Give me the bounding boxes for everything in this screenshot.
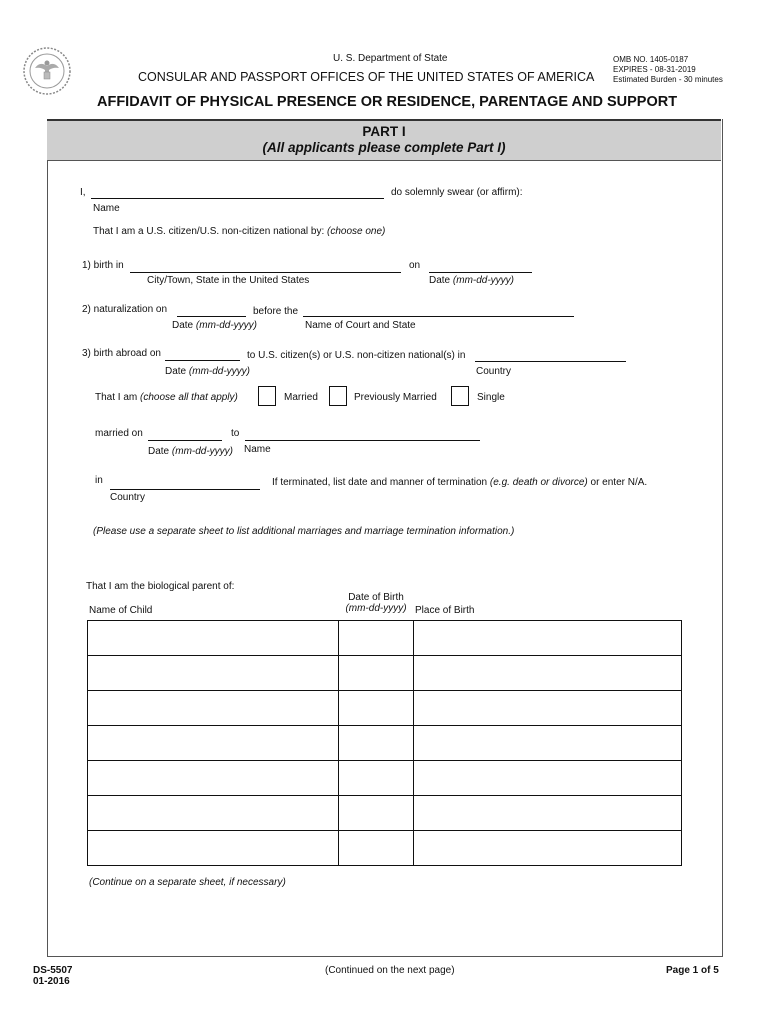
married-option-label: Married: [284, 392, 318, 403]
child-name-column-header: Name of Child: [89, 605, 153, 616]
marriage-date-field[interactable]: [148, 426, 222, 441]
child-dob-cell[interactable]: [339, 726, 414, 761]
birth-abroad-date-caption: Date (mm-dd-yyyy): [165, 366, 251, 377]
single-checkbox[interactable]: [451, 386, 469, 406]
child-place-cell[interactable]: [414, 726, 682, 761]
child-name-cell[interactable]: [88, 726, 339, 761]
department-seal-icon: [22, 46, 72, 96]
birth-place-caption: City/Town, State in the United States: [147, 275, 310, 286]
previously-married-option-label: Previously Married: [354, 392, 437, 403]
child-dob-column-header: Date of Birth (mm-dd-yyyy): [345, 592, 407, 614]
birth-on-label: on: [409, 260, 421, 271]
part-header-bar: [47, 119, 721, 161]
termination-instructions: If terminated, list date and manner of termination (e.g. death or divorce) or enter N/A.: [272, 477, 648, 488]
omb-number: OMB NO. 1405-0187: [613, 55, 689, 64]
child-name-cell[interactable]: [88, 656, 339, 691]
marital-status-label: That I am (choose all that apply): [95, 392, 238, 403]
marriage-date-caption: Date (mm-dd-yyyy): [148, 446, 234, 457]
estimated-burden: Estimated Burden - 30 minutes: [613, 75, 723, 84]
marriage-in-label: in: [95, 475, 103, 486]
child-dob-cell[interactable]: [339, 621, 414, 656]
child-place-cell[interactable]: [414, 656, 682, 691]
separate-sheet-note: (Please use a separate sheet to list additional marriages and marriage termination information.): [93, 526, 515, 537]
naturalization-date-caption: Date (mm-dd-yyyy): [172, 320, 258, 331]
marriage-country-caption: Country: [110, 492, 146, 503]
court-caption: Name of Court and State: [305, 320, 416, 331]
part-subheading: (All applicants please complete Part I): [262, 140, 506, 155]
child-dob-cell[interactable]: [339, 831, 414, 866]
birth-abroad-parents-text: to U.S. citizen(s) or U.S. non-citizen national(s) in: [247, 350, 466, 361]
naturalization-label: 2) naturalization on: [82, 304, 168, 315]
previously-married-checkbox[interactable]: [329, 386, 347, 406]
form-number: DS-5507: [33, 965, 73, 976]
birth-abroad-label: 3) birth abroad on: [82, 348, 161, 359]
child-place-cell[interactable]: [414, 691, 682, 726]
birth-date-caption: Date (mm-dd-yyyy): [429, 275, 515, 286]
child-dob-cell[interactable]: [339, 656, 414, 691]
birth-abroad-date-field[interactable]: [165, 346, 240, 361]
department-name: U. S. Department of State: [333, 53, 448, 64]
form-edition-date: 01-2016: [33, 976, 70, 987]
naturalization-date-field[interactable]: [177, 302, 246, 317]
married-checkbox[interactable]: [258, 386, 276, 406]
i-label: I,: [80, 187, 86, 198]
birth-date-field[interactable]: [429, 258, 532, 273]
swear-text: do solemnly swear (or affirm):: [391, 187, 523, 198]
child-name-cell[interactable]: [88, 621, 339, 656]
form-title: AFFIDAVIT OF PHYSICAL PRESENCE OR RESIDENCE, PARENTAGE AND SUPPORT: [97, 94, 678, 110]
married-on-label: married on: [95, 428, 143, 439]
child-place-column-header: Place of Birth: [415, 605, 475, 616]
marriage-country-field[interactable]: [110, 475, 260, 490]
before-the-label: before the: [253, 306, 299, 317]
part-heading: PART I: [362, 124, 406, 139]
single-option-label: Single: [477, 392, 505, 403]
table-row: [88, 831, 682, 866]
offices-heading: CONSULAR AND PASSPORT OFFICES OF THE UNITED STATES OF AMERICA: [138, 70, 595, 84]
table-row: [88, 656, 682, 691]
child-place-cell[interactable]: [414, 831, 682, 866]
child-place-cell[interactable]: [414, 796, 682, 831]
citizen-statement: That I am a U.S. citizen/U.S. non-citizen national by: (choose one): [93, 226, 386, 237]
child-name-cell[interactable]: [88, 796, 339, 831]
birth-in-label: 1) birth in: [82, 260, 124, 271]
children-table: [87, 620, 682, 866]
child-dob-cell[interactable]: [339, 691, 414, 726]
child-dob-cell[interactable]: [339, 761, 414, 796]
court-name-field[interactable]: [303, 302, 574, 317]
table-row: [88, 761, 682, 796]
child-place-cell[interactable]: [414, 621, 682, 656]
child-dob-cell[interactable]: [339, 796, 414, 831]
table-row: [88, 691, 682, 726]
child-name-cell[interactable]: [88, 831, 339, 866]
expiration-date: EXPIRES - 08-31-2019: [613, 65, 696, 74]
name-caption: Name: [93, 203, 120, 214]
continue-note: (Continue on a separate sheet, if necessary): [89, 877, 286, 888]
table-row: [88, 796, 682, 831]
page-number: Page 1 of 5: [666, 965, 719, 976]
child-name-cell[interactable]: [88, 691, 339, 726]
birth-abroad-country-field[interactable]: [475, 347, 626, 362]
birth-abroad-country-caption: Country: [476, 366, 512, 377]
child-name-cell[interactable]: [88, 761, 339, 796]
continued-next-page: (Continued on the next page): [325, 965, 455, 976]
applicant-name-field[interactable]: [91, 184, 384, 199]
table-row: [88, 621, 682, 656]
table-row: [88, 726, 682, 761]
married-to-label: to: [231, 428, 240, 439]
child-place-cell[interactable]: [414, 761, 682, 796]
birth-place-field[interactable]: [130, 258, 401, 273]
children-intro: That I am the biological parent of:: [86, 581, 235, 592]
spouse-name-caption: Name: [244, 444, 271, 455]
spouse-name-field[interactable]: [245, 426, 480, 441]
